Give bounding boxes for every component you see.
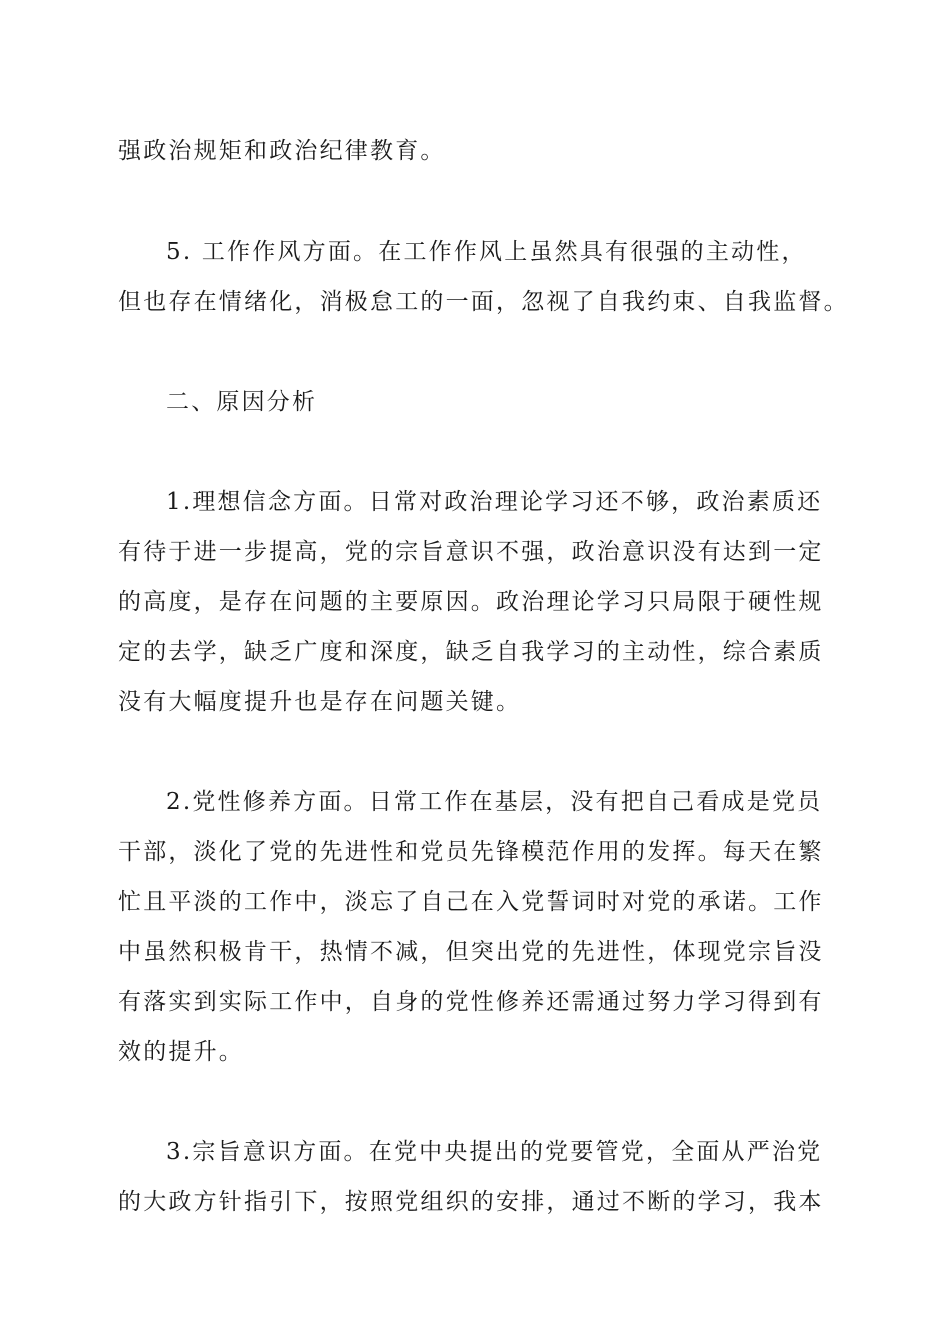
paragraph-heading-2: 2.党性修养方面。日常工作在基层，没有把自己看成是党员 xyxy=(166,789,823,815)
text-line: 的大政方针指引下，按照党组织的安排，通过不断的学习，我本 xyxy=(118,1189,824,1215)
text-line: 有待于进一步提高，党的宗旨意识不强，政治意识没有达到一定 xyxy=(118,539,824,565)
paragraph-heading-3: 3.宗旨意识方面。在党中央提出的党要管党，全面从严治党 xyxy=(166,1139,823,1165)
text-line: 中虽然积极肯干，热情不减，但突出党的先进性，体现党宗旨没 xyxy=(118,939,824,965)
paragraph-heading-5: 5. 工作作风方面。在工作作风上虽然具有很强的主动性， xyxy=(166,239,807,265)
text-line: 效的提升。 xyxy=(118,1039,244,1065)
text-line: 强政治规矩和政治纪律教育。 xyxy=(118,138,446,164)
text-line: 但也存在情绪化，消极怠工的一面，忽视了自我约束、自我监督。 xyxy=(118,289,849,315)
section-heading: 二、原因分析 xyxy=(166,389,318,415)
text-line: 忙且平淡的工作中，淡忘了自己在入党誓词时对党的承诺。工作 xyxy=(118,889,824,915)
text-line: 有落实到实际工作中，自身的党性修养还需通过努力学习得到有 xyxy=(118,989,824,1015)
paragraph-heading-1: 1.理想信念方面。日常对政治理论学习还不够，政治素质还 xyxy=(166,489,823,515)
text-line: 干部，淡化了党的先进性和党员先锋模范作用的发挥。每天在繁 xyxy=(118,839,824,865)
text-line: 定的去学，缺乏广度和深度，缺乏自我学习的主动性，综合素质 xyxy=(118,639,824,665)
text-line: 没有大幅度提升也是存在问题关键。 xyxy=(118,689,522,715)
text-line: 的高度，是存在问题的主要原因。政治理论学习只局限于硬性规 xyxy=(118,589,824,615)
